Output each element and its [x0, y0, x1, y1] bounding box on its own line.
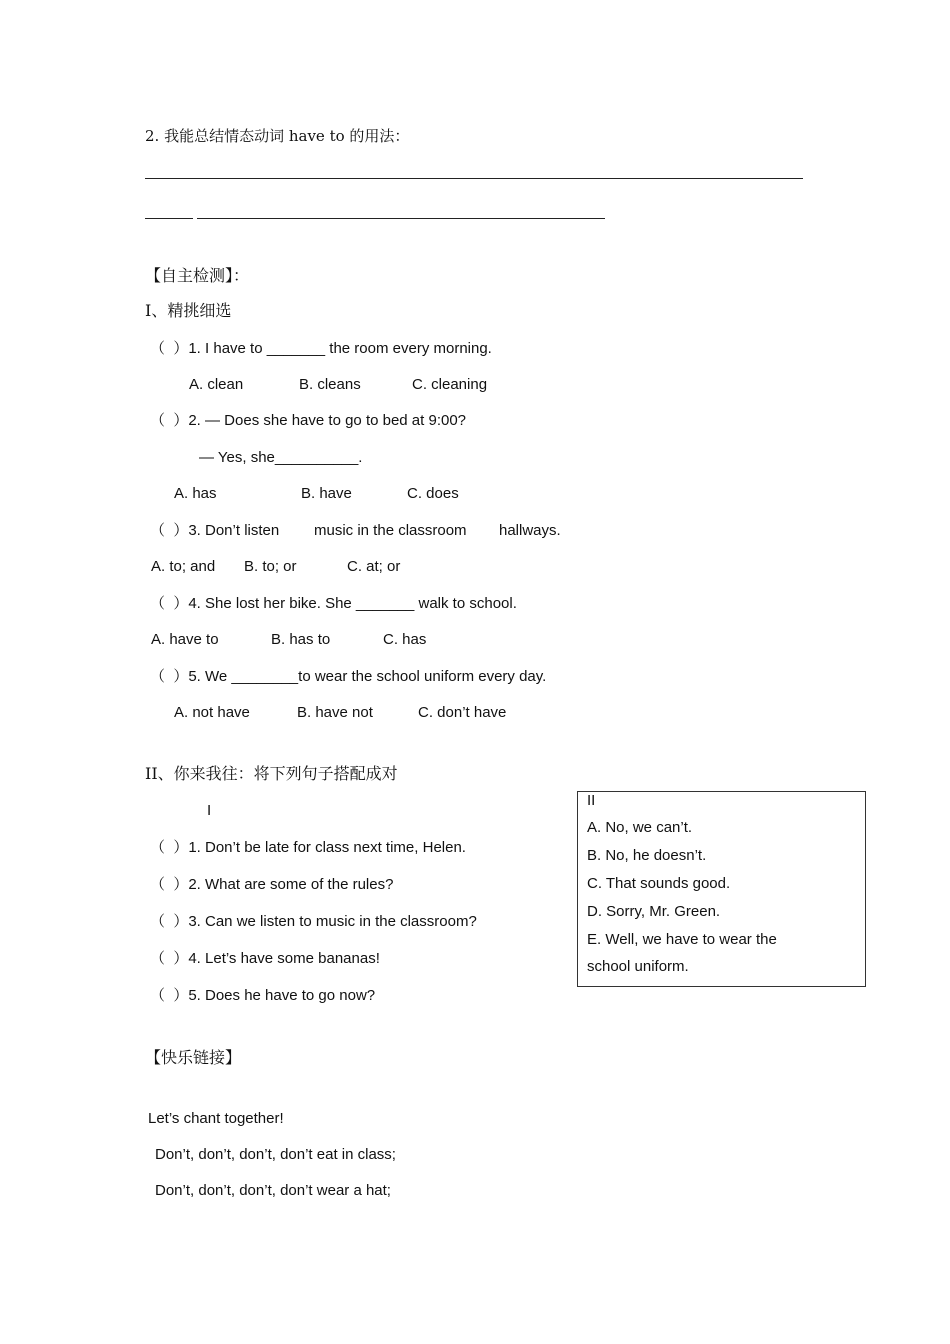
- answer-option-e-line2: school uniform.: [587, 958, 689, 975]
- answer-option-d: D. Sorry, Mr. Green.: [587, 903, 721, 920]
- q2-option-a[interactable]: A. has: [174, 485, 217, 502]
- answer-option-a: A. No, we can’t.: [587, 819, 693, 836]
- q1-option-b[interactable]: B. cleans: [299, 376, 361, 393]
- chant-intro: Let’s chant together!: [148, 1110, 284, 1127]
- q3-option-c[interactable]: C. at; or: [347, 558, 401, 575]
- answer-line-1[interactable]: [145, 178, 803, 179]
- q3-option-a[interactable]: A. to; and: [151, 558, 216, 575]
- q5-option-c[interactable]: C. don’t have: [418, 704, 507, 721]
- part1-title: I、精挑细选: [145, 301, 232, 320]
- answer-line-2a[interactable]: [145, 218, 193, 219]
- answer-line-2b[interactable]: [197, 218, 605, 219]
- q1-option-a[interactable]: A. clean: [189, 376, 244, 393]
- q2-option-c[interactable]: C. does: [407, 485, 459, 502]
- question-2-response: — Yes, she__________.: [199, 449, 363, 466]
- q1-option-c[interactable]: C. cleaning: [412, 376, 488, 393]
- q5-option-b[interactable]: B. have not: [297, 704, 373, 721]
- answer-options-box: [577, 791, 866, 987]
- q4-option-b[interactable]: B. has to: [271, 631, 331, 648]
- question-3-stem-part1: （ ）3. Don’t listen: [150, 522, 280, 539]
- happy-link-title: 【快乐链接】: [145, 1048, 242, 1067]
- q3-option-b[interactable]: B. to; or: [244, 558, 297, 575]
- q2-option-b[interactable]: B. have: [301, 485, 352, 502]
- question-5-stem: （ ）5. We ________to wear the school uniform every day.: [150, 668, 547, 685]
- question-1-stem: （ ）1. I have to _______ the room every morning.: [150, 340, 492, 357]
- summary-prompt: 2. 我能总结情态动词 have to 的用法：: [145, 127, 410, 145]
- answer-option-b: B. No, he doesn’t.: [587, 847, 707, 864]
- chant-line-2: Don’t, don’t, don’t, don’t wear a hat;: [155, 1182, 391, 1199]
- part2-title: II、你来我往：将下列句子搭配成对: [145, 764, 398, 783]
- question-3-stem-part3: hallways.: [499, 522, 561, 539]
- q4-option-a[interactable]: A. have to: [151, 631, 219, 648]
- match-item-5: （ ）5. Does he have to go now?: [150, 987, 376, 1004]
- question-2-stem: （ ）2. — Does she have to go to bed at 9:00?: [150, 412, 467, 429]
- question-3-stem-part2: music in the classroom: [314, 522, 467, 539]
- q4-option-c[interactable]: C. has: [383, 631, 427, 648]
- question-4-stem: （ ）4. She lost her bike. She _______ walk to school.: [150, 595, 517, 612]
- answer-option-c: C. That sounds good.: [587, 875, 731, 892]
- match-item-3: （ ）3. Can we listen to music in the classroom?: [150, 913, 477, 930]
- match-item-2: （ ）2. What are some of the rules?: [150, 876, 394, 893]
- column-2-header: II: [587, 792, 596, 809]
- chant-line-1: Don’t, don’t, don’t, don’t eat in class;: [155, 1146, 396, 1163]
- self-check-title: 【自主检测】：: [145, 266, 250, 285]
- match-item-1: （ ）1. Don’t be late for class next time, Helen.: [150, 839, 466, 856]
- match-item-4: （ ）4. Let’s have some bananas!: [150, 950, 380, 967]
- column-1-header: I: [207, 802, 212, 819]
- q5-option-a[interactable]: A. not have: [174, 704, 250, 721]
- answer-option-e-line1: E. Well, we have to wear the: [587, 931, 777, 948]
